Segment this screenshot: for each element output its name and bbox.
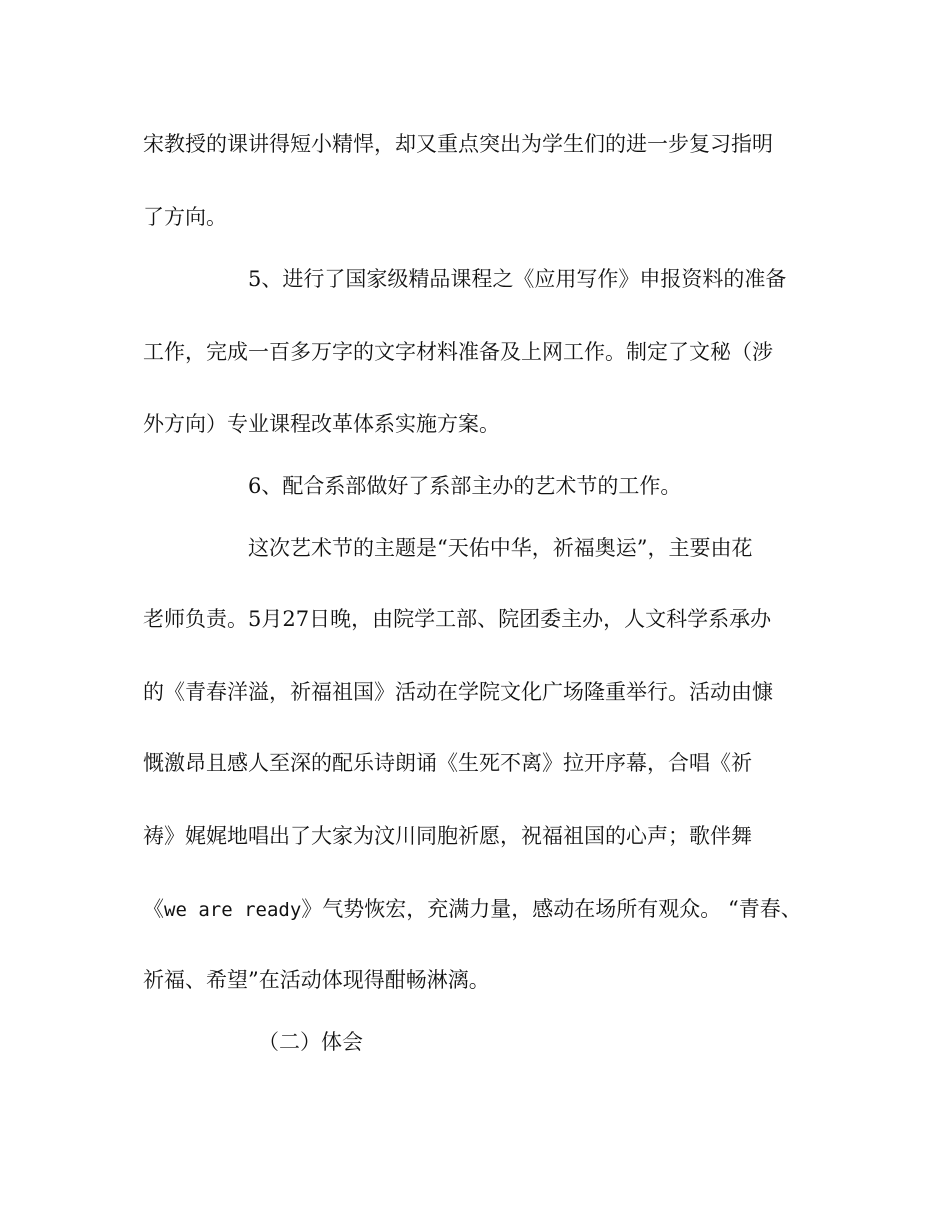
body-text-line: 宋教授的课讲得短小精悍，却又重点突出为学生们的进一步复习指明 xyxy=(143,132,773,156)
body-text-line: 工作，完成一百多万字的文字材料准备及上网工作。制定了文秘（涉 xyxy=(143,340,773,364)
body-text-line xyxy=(0,895,950,924)
body-text-line: 祷》娓娓地唱出了大家为汶川同胞祈愿，祝福祖国的心声；歌伴舞 xyxy=(143,824,752,848)
numbered-item-5: 5、进行了国家级精品课程之《应用写作》申报资料的准备 xyxy=(248,267,787,291)
body-text-line: 了方向。 xyxy=(143,205,227,229)
body-text-line: 的《青春洋溢，祈福祖国》活动在学院文化广场隆重举行。活动由慷 xyxy=(143,680,773,704)
numbered-item-6: 6、配合系部做好了系部主办的艺术节的工作。 xyxy=(248,474,682,498)
book-title-open: 《 xyxy=(143,897,164,921)
body-text-segment: 》气势恢宏，充满力量，感动在场所有观众。 “青春、 xyxy=(301,897,802,921)
body-text-line: 老师负责。5月27日晚，由院学工部、院团委主办，人文科学系承办 xyxy=(143,607,772,631)
body-text-line: 祈福、希望”在活动体现得酣畅淋漓。 xyxy=(143,968,490,992)
section-heading: （二）体会 xyxy=(258,1030,363,1054)
english-song-title: we are ready xyxy=(164,899,302,921)
paragraph-start: 这次艺术节的主题是“天佑中华，祈福奥运”，主要由花 xyxy=(248,536,753,560)
body-text-line: 外方向）专业课程改革体系实施方案。 xyxy=(143,412,500,436)
body-text-line: 慨激昂且感人至深的配乐诗朗诵《生死不离》拉开序幕，合唱《祈 xyxy=(143,751,752,775)
